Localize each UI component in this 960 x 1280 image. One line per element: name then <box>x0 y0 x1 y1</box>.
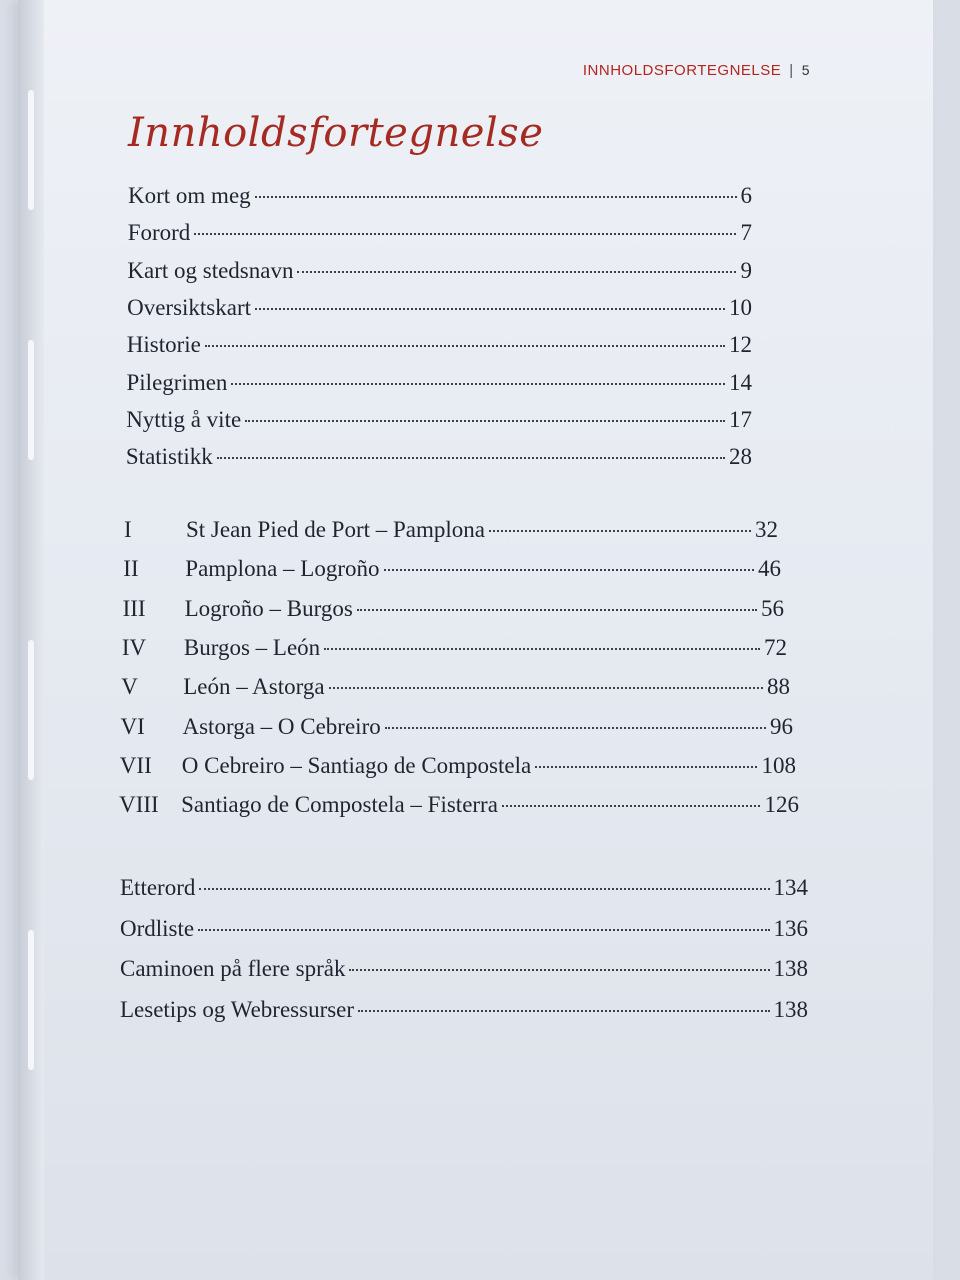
toc-entry-title: Etterord <box>120 875 196 900</box>
toc-entry-label <box>123 556 379 582</box>
toc-entry <box>120 748 796 779</box>
toc-entry-label <box>122 635 320 661</box>
toc-dot-leader <box>255 173 737 198</box>
toc-entry-label <box>127 295 251 321</box>
toc-stage-numeral: V <box>121 674 138 700</box>
toc-entry-label <box>123 596 353 622</box>
toc-dot-leader <box>385 704 766 729</box>
toc-entry-label <box>128 183 251 209</box>
running-head <box>583 62 810 79</box>
toc-stage-numeral: VIII <box>119 792 159 818</box>
toc-entry-label <box>120 916 194 942</box>
toc-stage-numeral: VII <box>119 752 152 778</box>
toc-entry <box>120 911 808 942</box>
toc-entry <box>120 951 808 982</box>
toc-entry-label <box>119 792 498 818</box>
toc-entry <box>121 709 794 740</box>
toc-entry-title: Pamplona – Logroño <box>185 556 380 582</box>
running-head-separator: | <box>789 62 794 79</box>
toc-entry <box>124 512 778 543</box>
toc-entry-title: Nyttig å vite <box>126 406 242 432</box>
toc-entry <box>127 290 752 321</box>
toc-dot-leader <box>205 322 725 347</box>
toc-entry-label <box>121 714 381 740</box>
toc-entry-page: 28 <box>728 444 752 470</box>
toc-entry-title: Lesetips og Webressurser <box>120 996 355 1022</box>
toc-entry <box>128 178 752 209</box>
toc-entry-title: Logroño – Burgos <box>184 595 353 621</box>
toc-entry <box>119 787 799 818</box>
toc-entry <box>127 253 752 284</box>
toc-entry-page: 138 <box>773 996 808 1022</box>
binding-stitch <box>28 90 34 210</box>
toc-entry-title: Oversiktskart <box>127 294 252 320</box>
toc-entry <box>126 402 752 433</box>
binding-stitch <box>28 930 34 1070</box>
toc-entry-title: Forord <box>127 220 191 246</box>
toc-entry-label <box>121 674 324 700</box>
toc-entry-title: Caminoen på flere språk <box>120 956 346 981</box>
toc-entry-title: Kart og stedsnavn <box>127 257 294 283</box>
toc-stage-numeral: III <box>122 595 146 621</box>
toc-entry-label <box>127 258 293 284</box>
toc-entry <box>123 591 784 622</box>
toc-entry <box>123 551 781 582</box>
toc-dot-leader <box>535 743 757 768</box>
toc-dot-leader <box>231 360 725 385</box>
toc-entry-title: Ordliste <box>120 915 195 941</box>
toc-stage-numeral: II <box>123 556 139 582</box>
binding-stitch <box>28 640 34 780</box>
toc-entry-title: Astorga – O Cebreiro <box>182 713 381 739</box>
toc-dot-leader <box>194 210 736 235</box>
toc-entry-title: Statistikk <box>125 444 213 470</box>
running-head-title: INNHOLDSFORTEGNELSE <box>582 62 782 79</box>
toc-dot-leader <box>217 434 725 459</box>
toc-entry-title: Pilegrimen <box>126 369 228 395</box>
toc-entry-page: 32 <box>755 517 778 542</box>
toc-entry-page: 46 <box>757 556 781 582</box>
toc-entry-page: 96 <box>770 713 793 739</box>
toc-dot-leader <box>198 906 769 931</box>
toc-dot-leader <box>245 397 725 422</box>
toc-entry <box>120 992 808 1023</box>
toc-entry-label <box>120 997 354 1023</box>
toc-entry-title: Historie <box>126 332 201 358</box>
toc-entry-page: 14 <box>729 369 752 395</box>
toc-entry <box>127 327 752 358</box>
binding-stitch <box>28 340 34 460</box>
toc-entry-title: St Jean Pied de Port – Pamplona <box>186 517 485 542</box>
toc-entry-page: 12 <box>728 332 752 358</box>
toc-entry-label <box>124 517 485 543</box>
toc-entry-page: 88 <box>766 674 790 700</box>
toc-entry <box>127 365 753 396</box>
toc-entry-label <box>120 753 531 779</box>
toc-entry-label <box>126 444 213 470</box>
toc-entry-title: Santiago de Compostela – Fisterra <box>181 792 498 818</box>
toc-dot-leader <box>255 285 725 310</box>
toc-entry-page: 17 <box>728 406 752 432</box>
toc-entry-page: 6 <box>740 183 752 208</box>
toc-entry <box>121 669 790 700</box>
toc-entry-label <box>127 332 201 358</box>
toc-stage-numeral: IV <box>121 634 147 660</box>
toc-dot-leader <box>357 586 757 611</box>
toc-entry-page: 56 <box>760 595 784 621</box>
toc-entry-label <box>128 220 191 246</box>
toc-dot-leader <box>502 782 761 807</box>
page-spine <box>18 0 44 1280</box>
toc-dot-leader <box>489 507 751 532</box>
toc-entry-page: 134 <box>773 875 808 900</box>
toc-entry-title: León – Astorga <box>183 674 325 700</box>
toc-dot-leader <box>384 546 754 571</box>
toc-entry-page: 10 <box>728 294 752 320</box>
toc-entry-page: 126 <box>764 792 799 818</box>
toc-entry-page: 136 <box>773 915 808 941</box>
page-number: 5 <box>801 62 810 78</box>
toc-entry <box>122 630 787 661</box>
toc-entry-title: Burgos – León <box>183 634 321 660</box>
toc-stage-numeral: VI <box>120 713 145 739</box>
toc-entry <box>120 870 808 901</box>
toc-entry-label <box>127 370 228 396</box>
toc-dot-leader <box>199 865 769 890</box>
toc-dot-leader <box>297 248 736 273</box>
toc-entry-title: Kort om meg <box>128 183 251 208</box>
toc-stage-numeral: I <box>124 517 132 542</box>
page-title: Innholdsfortegnelse <box>128 110 544 156</box>
toc-entry-page: 9 <box>740 257 752 283</box>
toc-entry-page: 7 <box>740 220 752 246</box>
toc-entry-label <box>120 875 195 901</box>
toc-entry-label <box>126 407 241 433</box>
toc-entry-page: 72 <box>763 634 787 660</box>
toc-entry-label <box>120 956 345 982</box>
toc-entry-page: 138 <box>773 956 808 981</box>
toc-dot-leader <box>358 987 769 1012</box>
toc-entry-title: O Cebreiro – Santiago de Compostela <box>181 752 532 778</box>
toc-dot-leader <box>329 664 763 689</box>
toc-entry <box>128 215 752 246</box>
toc-entry-page: 108 <box>761 752 796 778</box>
toc-dot-leader <box>349 946 769 971</box>
toc-entry <box>126 439 752 470</box>
toc-dot-leader <box>324 625 760 650</box>
